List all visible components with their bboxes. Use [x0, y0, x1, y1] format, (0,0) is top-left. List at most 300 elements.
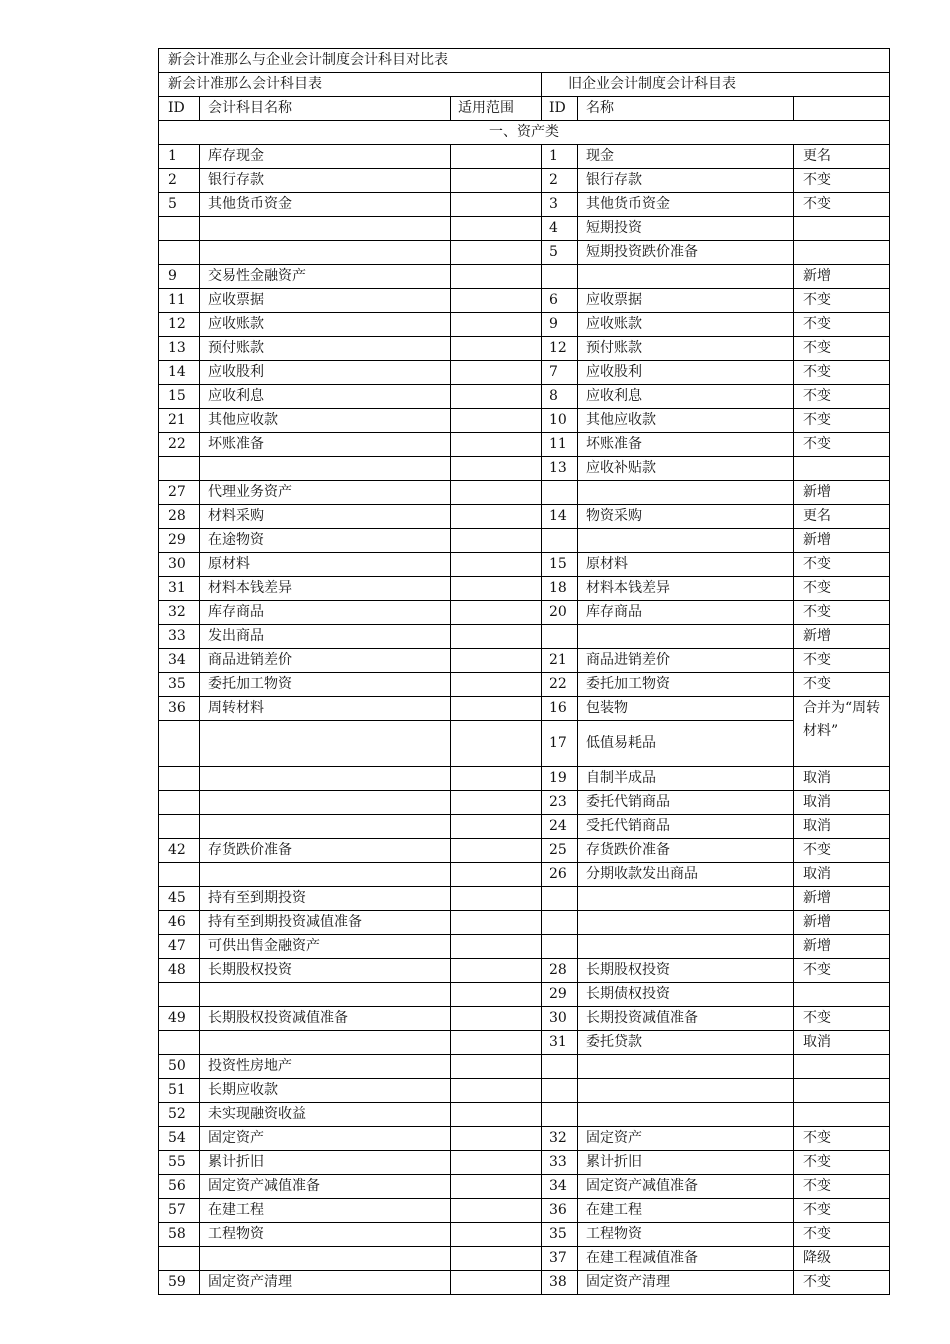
cell-old-name: 应收补贴款 [578, 457, 794, 481]
col-header-scope: 适用范围 [451, 97, 542, 121]
cell-new-id [159, 217, 200, 241]
cell-old-name: 现金 [578, 145, 794, 169]
table-row [159, 529, 890, 553]
cell-new-name: 应收票据 [200, 289, 451, 313]
cell-old-name: 库存商品 [578, 601, 794, 625]
cell-scope [451, 289, 542, 313]
cell-change: 取消 [794, 791, 890, 815]
cell-new-name: 应收股利 [200, 361, 451, 385]
cell-old-name: 坏账准备 [578, 433, 794, 457]
cell-new-name: 其他货币资金 [200, 193, 451, 217]
cell-new-id: 57 [159, 1199, 200, 1223]
cell-new-name: 应收账款 [200, 313, 451, 337]
table-row [159, 697, 890, 721]
cell-old-id [542, 1055, 578, 1079]
cell-scope [451, 553, 542, 577]
cell-old-id: 22 [542, 673, 578, 697]
cell-change: 不变 [794, 361, 890, 385]
cell-old-id: 14 [542, 505, 578, 529]
cell-new-name: 持有至到期投资减值准备 [200, 911, 451, 935]
table-row [159, 289, 890, 313]
cell-old-id: 12 [542, 337, 578, 361]
table-row [159, 1199, 890, 1223]
cell-scope [451, 1031, 542, 1055]
cell-scope [451, 337, 542, 361]
cell-new-name: 在建工程 [200, 1199, 451, 1223]
cell-change [794, 1103, 890, 1127]
table-row [159, 911, 890, 935]
table-row [159, 1031, 890, 1055]
cell-scope [451, 1055, 542, 1079]
table-row [159, 1271, 890, 1295]
cell-new-id: 12 [159, 313, 200, 337]
cell-new-id: 35 [159, 673, 200, 697]
cell-old-id: 23 [542, 791, 578, 815]
cell-change: 不变 [794, 169, 890, 193]
cell-old-name [578, 1103, 794, 1127]
cell-scope [451, 361, 542, 385]
cell-scope [451, 1079, 542, 1103]
cell-scope [451, 145, 542, 169]
table-row [159, 1079, 890, 1103]
cell-change: 不变 [794, 1127, 890, 1151]
cell-scope [451, 433, 542, 457]
cell-new-id [159, 983, 200, 1007]
comparison-document [158, 48, 889, 1295]
cell-new-id: 56 [159, 1175, 200, 1199]
cell-scope [451, 649, 542, 673]
cell-old-name: 固定资产清理 [578, 1271, 794, 1295]
cell-scope [451, 265, 542, 289]
table-row [159, 1151, 890, 1175]
cell-scope [451, 505, 542, 529]
cell-new-id: 29 [159, 529, 200, 553]
cell-old-name: 其他应收款 [578, 409, 794, 433]
cell-new-name: 预付账款 [200, 337, 451, 361]
cell-new-id [159, 1031, 200, 1055]
cell-new-id: 14 [159, 361, 200, 385]
cell-scope [451, 767, 542, 791]
cell-old-name: 包装物 [578, 697, 794, 721]
table-row [159, 601, 890, 625]
cell-new-name: 委托加工物资 [200, 673, 451, 697]
cell-old-name: 应收票据 [578, 289, 794, 313]
cell-new-name: 商品进销差价 [200, 649, 451, 673]
cell-new-id: 54 [159, 1127, 200, 1151]
col-header-change [794, 97, 890, 121]
table-row [159, 1247, 890, 1271]
cell-new-id: 9 [159, 265, 200, 289]
cell-old-id: 19 [542, 767, 578, 791]
table-row [159, 433, 890, 457]
cell-change: 不变 [794, 1223, 890, 1247]
table-row [159, 265, 890, 289]
cell-change: 更名 [794, 145, 890, 169]
cell-old-id [542, 887, 578, 911]
cell-old-id: 20 [542, 601, 578, 625]
cell-old-id: 5 [542, 241, 578, 265]
cell-change: 更名 [794, 505, 890, 529]
cell-new-id: 2 [159, 169, 200, 193]
cell-change: 取消 [794, 1031, 890, 1055]
cell-new-name: 长期股权投资 [200, 959, 451, 983]
cell-new-name: 工程物资 [200, 1223, 451, 1247]
cell-old-id: 3 [542, 193, 578, 217]
group-header-row [159, 73, 890, 97]
cell-scope [451, 409, 542, 433]
cell-old-name: 物资采购 [578, 505, 794, 529]
cell-old-name: 预付账款 [578, 337, 794, 361]
cell-change: 不变 [794, 1199, 890, 1223]
cell-scope [451, 625, 542, 649]
cell-new-name: 代理业务资产 [200, 481, 451, 505]
cell-new-name [200, 815, 451, 839]
cell-new-name: 固定资产 [200, 1127, 451, 1151]
cell-old-name: 固定资产减值准备 [578, 1175, 794, 1199]
cell-old-id: 13 [542, 457, 578, 481]
col-header-old-name: 名称 [578, 97, 794, 121]
table-row [159, 863, 890, 887]
col-header-new-id: ID [159, 97, 200, 121]
table-row [159, 649, 890, 673]
cell-old-id: 1 [542, 145, 578, 169]
cell-scope [451, 601, 542, 625]
cell-scope [451, 529, 542, 553]
table-row [159, 457, 890, 481]
cell-scope [451, 457, 542, 481]
cell-old-id: 7 [542, 361, 578, 385]
cell-change: 新增 [794, 481, 890, 505]
cell-old-name [578, 935, 794, 959]
cell-scope [451, 313, 542, 337]
cell-change: 降级 [794, 1247, 890, 1271]
cell-new-name: 交易性金融资产 [200, 265, 451, 289]
section-heading: 一、资产类 [159, 121, 890, 145]
cell-change: 新增 [794, 935, 890, 959]
cell-change: 不变 [794, 289, 890, 313]
cell-change [794, 983, 890, 1007]
cell-new-name [200, 1247, 451, 1271]
cell-new-id [159, 1247, 200, 1271]
cell-scope [451, 791, 542, 815]
cell-scope [451, 887, 542, 911]
cell-old-name: 在建工程减值准备 [578, 1247, 794, 1271]
cell-old-id [542, 265, 578, 289]
cell-old-name: 工程物资 [578, 1223, 794, 1247]
cell-scope [451, 481, 542, 505]
cell-change [794, 1079, 890, 1103]
cell-change [794, 217, 890, 241]
table-row [159, 1055, 890, 1079]
cell-old-id: 4 [542, 217, 578, 241]
cell-old-id: 28 [542, 959, 578, 983]
cell-scope [451, 863, 542, 887]
cell-change: 不变 [794, 1271, 890, 1295]
cell-scope [451, 1199, 542, 1223]
cell-change: 不变 [794, 433, 890, 457]
table-title: 新会计准那么与企业会计制度会计科目对比表 [159, 49, 890, 73]
col-header-old-id: ID [542, 97, 578, 121]
cell-change: 合并为“周转材料” [794, 697, 890, 767]
cell-new-name: 材料采购 [200, 505, 451, 529]
cell-scope [451, 911, 542, 935]
table-row [159, 625, 890, 649]
cell-old-id: 36 [542, 1199, 578, 1223]
cell-old-id: 26 [542, 863, 578, 887]
cell-scope [451, 193, 542, 217]
cell-old-id: 35 [542, 1223, 578, 1247]
table-row [159, 983, 890, 1007]
cell-new-id [159, 721, 200, 767]
cell-new-id: 50 [159, 1055, 200, 1079]
cell-old-id: 11 [542, 433, 578, 457]
table-row [159, 1007, 890, 1031]
cell-new-id: 30 [159, 553, 200, 577]
cell-new-id [159, 815, 200, 839]
cell-new-id: 5 [159, 193, 200, 217]
cell-change [794, 1055, 890, 1079]
cell-change: 取消 [794, 815, 890, 839]
section-row [159, 121, 890, 145]
cell-scope [451, 385, 542, 409]
cell-old-name: 材料本钱差异 [578, 577, 794, 601]
cell-old-name [578, 265, 794, 289]
cell-new-id: 13 [159, 337, 200, 361]
cell-new-id [159, 457, 200, 481]
cell-scope [451, 721, 542, 767]
cell-scope [451, 1175, 542, 1199]
cell-old-name: 长期债权投资 [578, 983, 794, 1007]
table-row [159, 935, 890, 959]
cell-old-name [578, 625, 794, 649]
cell-new-name: 未实现融资收益 [200, 1103, 451, 1127]
cell-change: 不变 [794, 577, 890, 601]
cell-old-id [542, 481, 578, 505]
cell-change: 不变 [794, 409, 890, 433]
cell-change: 不变 [794, 553, 890, 577]
cell-scope [451, 1247, 542, 1271]
cell-old-id [542, 529, 578, 553]
table-row [159, 767, 890, 791]
cell-change: 不变 [794, 601, 890, 625]
cell-scope [451, 1103, 542, 1127]
cell-old-name: 长期投资减值准备 [578, 1007, 794, 1031]
cell-old-id: 24 [542, 815, 578, 839]
cell-new-id: 42 [159, 839, 200, 863]
cell-old-name: 受托代销商品 [578, 815, 794, 839]
cell-change: 不变 [794, 649, 890, 673]
cell-new-id: 15 [159, 385, 200, 409]
cell-new-id [159, 791, 200, 815]
cell-change: 取消 [794, 767, 890, 791]
cell-new-name: 累计折旧 [200, 1151, 451, 1175]
table-row [159, 721, 890, 767]
cell-old-name: 应收利息 [578, 385, 794, 409]
cell-new-name: 长期应收款 [200, 1079, 451, 1103]
table-row [159, 959, 890, 983]
cell-old-name: 在建工程 [578, 1199, 794, 1223]
cell-old-id [542, 935, 578, 959]
table-row [159, 313, 890, 337]
cell-new-name: 可供出售金融资产 [200, 935, 451, 959]
cell-scope [451, 217, 542, 241]
cell-new-id: 51 [159, 1079, 200, 1103]
cell-old-id: 21 [542, 649, 578, 673]
cell-old-id: 29 [542, 983, 578, 1007]
cell-old-name: 原材料 [578, 553, 794, 577]
cell-old-id [542, 1079, 578, 1103]
cell-old-name: 自制半成品 [578, 767, 794, 791]
cell-scope [451, 983, 542, 1007]
cell-new-name [200, 791, 451, 815]
cell-new-name [200, 241, 451, 265]
cell-new-id: 58 [159, 1223, 200, 1247]
cell-old-id: 33 [542, 1151, 578, 1175]
cell-scope [451, 935, 542, 959]
old-system-header: 旧企业会计制度会计科目表 [542, 73, 890, 97]
cell-new-id [159, 241, 200, 265]
cell-old-name: 应收账款 [578, 313, 794, 337]
table-row [159, 217, 890, 241]
cell-old-id: 30 [542, 1007, 578, 1031]
cell-change: 不变 [794, 1175, 890, 1199]
cell-old-id: 38 [542, 1271, 578, 1295]
cell-old-id: 18 [542, 577, 578, 601]
cell-new-id [159, 767, 200, 791]
cell-old-name: 分期收款发出商品 [578, 863, 794, 887]
cell-change [794, 457, 890, 481]
cell-old-id: 9 [542, 313, 578, 337]
cell-old-name [578, 911, 794, 935]
cell-new-name: 固定资产减值准备 [200, 1175, 451, 1199]
cell-new-name: 其他应收款 [200, 409, 451, 433]
table-row [159, 1223, 890, 1247]
cell-scope [451, 1271, 542, 1295]
comparison-table [158, 48, 890, 1295]
new-standard-header: 新会计准那么会计科目表 [159, 73, 542, 97]
cell-new-id: 59 [159, 1271, 200, 1295]
cell-new-id: 22 [159, 433, 200, 457]
cell-new-name: 库存现金 [200, 145, 451, 169]
cell-scope [451, 959, 542, 983]
cell-new-name: 存货跌价准备 [200, 839, 451, 863]
cell-new-name: 固定资产清理 [200, 1271, 451, 1295]
cell-scope [451, 169, 542, 193]
cell-new-name: 银行存款 [200, 169, 451, 193]
cell-new-id [159, 863, 200, 887]
cell-new-id: 32 [159, 601, 200, 625]
table-row [159, 409, 890, 433]
column-header-row [159, 97, 890, 121]
cell-new-id: 34 [159, 649, 200, 673]
cell-old-name: 委托贷款 [578, 1031, 794, 1055]
cell-old-name: 银行存款 [578, 169, 794, 193]
cell-new-name: 投资性房地产 [200, 1055, 451, 1079]
cell-old-id: 10 [542, 409, 578, 433]
cell-new-name: 发出商品 [200, 625, 451, 649]
cell-old-name: 短期投资跌价准备 [578, 241, 794, 265]
cell-old-id: 2 [542, 169, 578, 193]
cell-change: 不变 [794, 313, 890, 337]
cell-new-name: 库存商品 [200, 601, 451, 625]
table-row [159, 385, 890, 409]
table-row [159, 1103, 890, 1127]
cell-old-name: 委托加工物资 [578, 673, 794, 697]
cell-new-id: 46 [159, 911, 200, 935]
cell-new-name [200, 983, 451, 1007]
cell-old-id: 25 [542, 839, 578, 863]
table-row [159, 887, 890, 911]
table-row [159, 1127, 890, 1151]
cell-scope [451, 815, 542, 839]
cell-new-id: 55 [159, 1151, 200, 1175]
cell-new-name: 周转材料 [200, 697, 451, 721]
cell-new-id: 45 [159, 887, 200, 911]
table-row [159, 337, 890, 361]
cell-scope [451, 1151, 542, 1175]
cell-change: 新增 [794, 529, 890, 553]
cell-scope [451, 1223, 542, 1247]
cell-new-name: 持有至到期投资 [200, 887, 451, 911]
cell-old-id [542, 1103, 578, 1127]
cell-new-id: 49 [159, 1007, 200, 1031]
cell-old-name [578, 481, 794, 505]
cell-scope [451, 1127, 542, 1151]
cell-old-name: 商品进销差价 [578, 649, 794, 673]
cell-new-id: 31 [159, 577, 200, 601]
cell-old-name: 低值易耗品 [578, 721, 794, 767]
table-row [159, 361, 890, 385]
cell-change: 新增 [794, 911, 890, 935]
cell-old-id: 16 [542, 697, 578, 721]
cell-old-id: 8 [542, 385, 578, 409]
cell-new-id: 27 [159, 481, 200, 505]
cell-scope [451, 839, 542, 863]
cell-old-id: 32 [542, 1127, 578, 1151]
cell-old-name [578, 887, 794, 911]
table-row [159, 839, 890, 863]
cell-new-id: 11 [159, 289, 200, 313]
table-row [159, 505, 890, 529]
col-header-new-name: 会计科目名称 [200, 97, 451, 121]
cell-new-name [200, 767, 451, 791]
cell-old-name: 累计折旧 [578, 1151, 794, 1175]
cell-new-id: 52 [159, 1103, 200, 1127]
cell-old-name: 应收股利 [578, 361, 794, 385]
cell-old-name: 存货跌价准备 [578, 839, 794, 863]
cell-old-id: 31 [542, 1031, 578, 1055]
cell-new-id: 47 [159, 935, 200, 959]
cell-new-name: 坏账准备 [200, 433, 451, 457]
cell-scope [451, 697, 542, 721]
cell-old-name: 短期投资 [578, 217, 794, 241]
cell-new-name [200, 863, 451, 887]
cell-old-name: 委托代销商品 [578, 791, 794, 815]
table-row [159, 145, 890, 169]
table-row [159, 815, 890, 839]
cell-change: 新增 [794, 887, 890, 911]
cell-change: 不变 [794, 1151, 890, 1175]
cell-old-name [578, 529, 794, 553]
cell-old-id [542, 625, 578, 649]
cell-new-id: 33 [159, 625, 200, 649]
cell-old-id: 6 [542, 289, 578, 313]
cell-new-name [200, 217, 451, 241]
cell-change [794, 241, 890, 265]
table-row [159, 1175, 890, 1199]
cell-change: 新增 [794, 625, 890, 649]
cell-change: 不变 [794, 673, 890, 697]
